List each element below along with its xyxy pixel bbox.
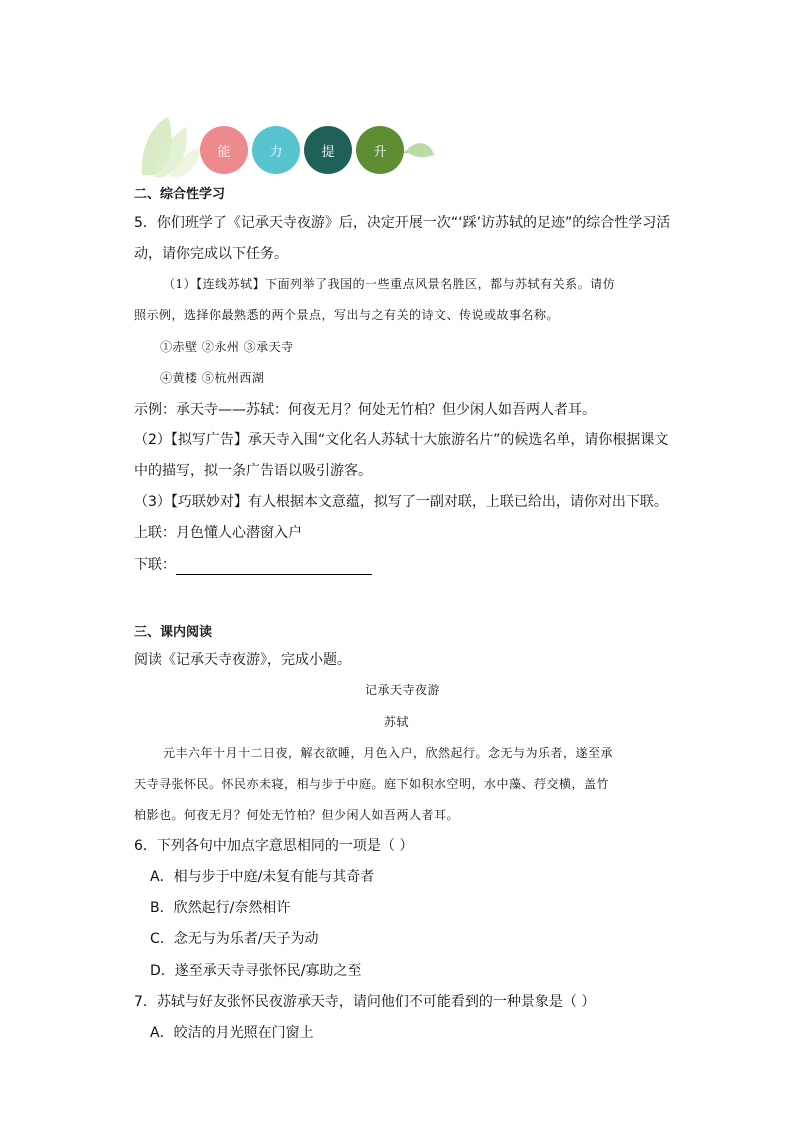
- places-list: ①赤壁 ②永州 ③承天寺: [160, 340, 294, 354]
- places-list: ④黄楼 ⑤杭州西湖: [160, 371, 265, 385]
- q7-option-a[interactable]: A．皎洁的月光照在门窗上: [150, 1025, 314, 1041]
- passage-title: 记承天寺夜游: [365, 683, 441, 697]
- question-5-text: 动，请你完成以下任务。: [134, 246, 288, 262]
- task-1-text: 照示例，选择你最熟悉的两个景点，写出与之有关的诗文、传说或故事名称。: [134, 308, 560, 322]
- passage-text: 元丰六年十月十二日夜，解衣欲睡，月色入户，欣然起行。念无与为乐者，遂至承: [163, 746, 614, 760]
- leaf-icon: [406, 143, 434, 157]
- passage-text: 天寺寻张怀民。怀民亦未寝，相与步于中庭。庭下如积水空明，水中藻、荇交横，盖竹: [134, 777, 610, 791]
- passage-author: 苏轼: [384, 715, 410, 729]
- answer-blank[interactable]: [176, 560, 372, 575]
- q6-option-c[interactable]: C．念无与为乐者/天子为动: [150, 931, 319, 947]
- task-1-text: （1）【连线苏轼】下面列举了我国的一些重点风景名胜区，都与苏轼有关系。请仿: [163, 277, 616, 291]
- question-6-text: 6．下列各句中加点字意思相同的一项是（ ）: [134, 838, 414, 854]
- question-7-text: 7．苏轼与好友张怀民夜游承天寺，请问他们不可能看到的一种景象是（ ）: [134, 994, 596, 1010]
- task-3-text: （3）【巧联妙对】有人根据本文意蕴，拟写了一副对联，上联已给出，请你对出下联。: [134, 494, 668, 510]
- q6-option-d[interactable]: D．遂至承天寺寻张怀民/寡助之至: [150, 963, 362, 979]
- section-heading: 三、课内阅读: [134, 625, 213, 640]
- banner-circle-2: 力: [252, 126, 300, 174]
- question-5-text: 5．你们班学了《记承天寺夜游》后，决定开展一次“‘踩’访苏轼的足迹”的综合性学习活: [134, 215, 671, 231]
- section-heading: 二、综合性学习: [134, 187, 226, 202]
- banner-circle-1: 能: [200, 126, 248, 174]
- banner-circle-4: 升: [356, 126, 404, 174]
- task-2-text: 中的描写，拟一条广告语以吸引游客。: [134, 463, 372, 479]
- example-text: 示例：承天寺——苏轼：何夜无月？何处无竹柏？但少闲人如吾两人者耳。: [134, 402, 596, 418]
- task-2-text: （2）【拟写广告】承天寺入围“文化名人苏轼十大旅游名片”的候选名单，请你根据课文: [134, 432, 669, 448]
- upper-couplet: 上联：月色懂人心潜窗入户: [134, 525, 302, 541]
- q6-option-b[interactable]: B．欣然起行/奈然相许: [150, 900, 291, 916]
- passage-text: 柏影也。何夜无月？何处无竹柏？但少闲人如吾两人者耳。: [134, 808, 460, 822]
- q6-option-a[interactable]: A．相与步于中庭/未复有能与其奇者: [150, 869, 375, 885]
- banner-circle-3: 提: [304, 126, 352, 174]
- lower-couplet-label: 下联：: [134, 557, 176, 573]
- reading-intro: 阅读《记承天寺夜游》，完成小题。: [134, 652, 351, 668]
- lower-couplet: [134, 555, 372, 575]
